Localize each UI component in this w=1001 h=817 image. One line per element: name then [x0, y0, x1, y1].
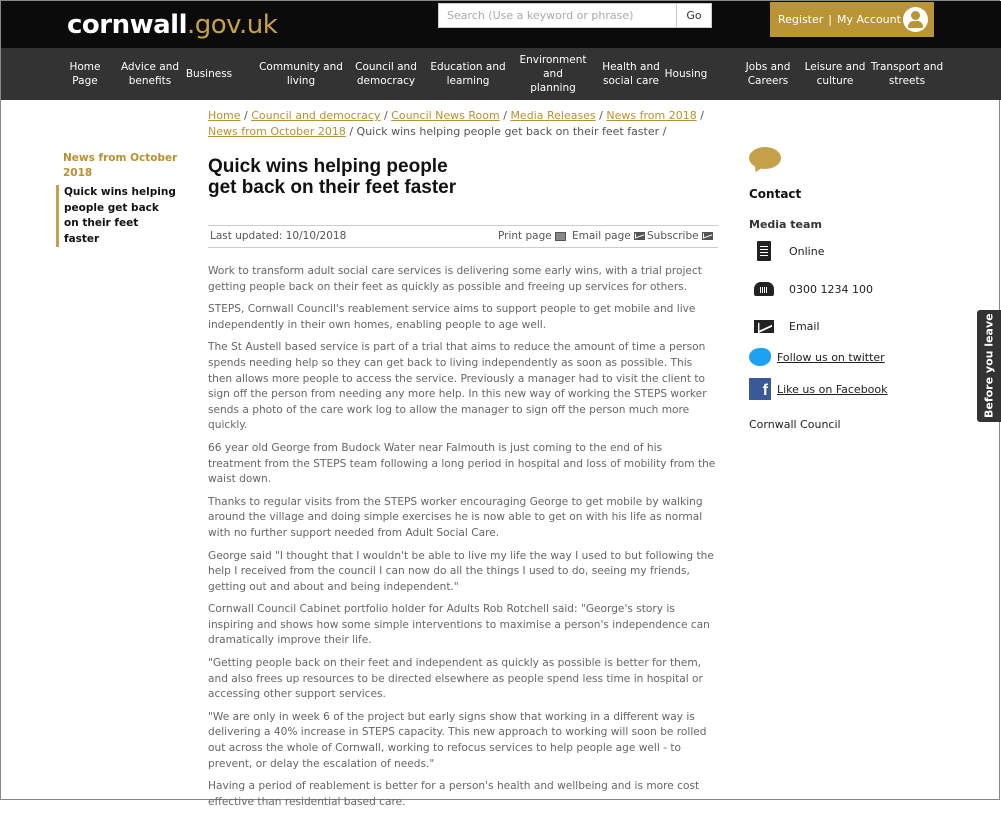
- speech-bubble-icon: [749, 147, 781, 169]
- account-separator: |: [828, 13, 833, 26]
- nav-label: Business: [185, 68, 233, 80]
- top-header: [1, 1, 1001, 48]
- nav-label: Home Page: [69, 61, 101, 87]
- article-paragraph: "Getting people back on their feet and independent as quickly as possible is better for them, and also frees up resources to be directed elsewhere as people spend less time in hospital or accessing other support services.: [208, 657, 703, 701]
- breadcrumb-news-2018[interactable]: News from 2018: [606, 109, 697, 122]
- print-label: Print page: [498, 230, 552, 242]
- envelope-icon: [702, 232, 713, 240]
- printer-icon: [555, 232, 566, 241]
- breadcrumb-news-room[interactable]: Council News Room: [391, 109, 500, 122]
- search-form: [438, 3, 712, 28]
- nav-leisure-culture[interactable]: [803, 48, 867, 100]
- twitter-link[interactable]: Follow us on twitter: [777, 350, 885, 364]
- nav-transport-streets[interactable]: [869, 48, 945, 100]
- breadcrumb-current: Quick wins helping people get back on their feet faster: [356, 124, 660, 138]
- nav-health-social-care[interactable]: [601, 48, 661, 100]
- last-updated: Last updated: 10/10/2018: [210, 230, 347, 242]
- article-paragraph: Thanks to regular visits from the STEPS worker encouraging George to get mobile by walking around the village and doing simple exercises he is now able to get on with his life as normal with no further support needed from Adult Social Care.: [208, 495, 703, 539]
- contact-heading: Contact: [749, 187, 802, 201]
- contact-phone-number: 0300 1234 100: [789, 282, 873, 296]
- nav-label: Environment and planning: [519, 54, 587, 94]
- article-paragraph: Work to transform adult social care services is delivering some early wins, with a trial project getting people back on their feet as quickly as possible and freeing up services for others.: [208, 265, 702, 293]
- nav-advice-benefits[interactable]: [119, 48, 181, 100]
- envelope-icon: [634, 232, 645, 240]
- contact-phone: [749, 277, 873, 301]
- envelope-icon: [749, 315, 779, 337]
- breadcrumb-separator: /: [240, 109, 252, 122]
- subscribe-label: Subscribe: [647, 230, 699, 242]
- nav-label: Transport and streets: [870, 61, 944, 87]
- sidenav-parent-link[interactable]: News from October 2018: [63, 152, 178, 179]
- breadcrumb-council-democracy[interactable]: Council and democracy: [251, 109, 381, 122]
- print-page-link[interactable]: [498, 230, 566, 242]
- phone-icon: [749, 278, 779, 300]
- breadcrumb-separator: /: [595, 109, 607, 122]
- account-panel: [770, 2, 934, 37]
- nav-label: Education and learning: [430, 61, 506, 87]
- article-paragraph: 66 year old George from Budock Water near Falmouth is just coming to the end of his treatment from the STEPS team following a long period in hospital and loss of mobility from the waist down.: [208, 441, 716, 486]
- nav-environment-planning[interactable]: [509, 48, 597, 100]
- nav-label: Community and living: [259, 61, 343, 87]
- before-you-leave-tab[interactable]: Before you leave: [977, 310, 1001, 422]
- form-icon: [749, 240, 779, 262]
- article-paragraph: "We are only in week 6 of the project but early signs show that working in a different way is delivering a 40% increase in STEPS capacity. This new approach to working will soon be rolled out across the whole of Cornwall, working to refocus services to help people age well - to prevent, or delay the escalation of needs.": [208, 710, 707, 770]
- facebook-icon: f: [749, 378, 771, 400]
- breadcrumb-separator: /: [696, 109, 704, 122]
- contact-facebook[interactable]: [749, 377, 888, 401]
- breadcrumb-media-releases[interactable]: Media Releases: [510, 109, 596, 122]
- nav-label: Leisure and culture: [804, 61, 866, 87]
- article-paragraph: The St Austell based service is part of a trial that aims to reduce the amount of time a person spends needing help so they can get back to living independently as soon as possible. This then allows more people to access the service. Previously a manager had to visit the client to sign off the person from needing any more help. In this new way of working the STEPS worker sends a photo of the care work log to allow the manager to sign off the person much more quickly.: [208, 341, 707, 432]
- article-body: [208, 264, 718, 817]
- nav-home[interactable]: [63, 48, 107, 100]
- email-label: Email page: [572, 230, 631, 242]
- nav-label: Advice and benefits: [120, 61, 180, 87]
- article-paragraph: George said "I thought that I wouldn't be able to live my life the way I used to but following the help I received from the council I can now do all the things I used to do, seeing my friends, getting out and about and being independent.": [208, 549, 714, 593]
- main-nav: [1, 48, 1001, 100]
- breadcrumb-home[interactable]: Home: [208, 109, 241, 122]
- facebook-link[interactable]: Like us on Facebook: [777, 382, 888, 396]
- contact-twitter[interactable]: [749, 345, 885, 369]
- council-name: Cornwall Council: [749, 418, 841, 431]
- article-paragraph: STEPS, Cornwall Council's reablement service aims to support people to get mobile and live independently in their own homes, enabling people to age well.: [208, 303, 696, 331]
- nav-jobs-careers[interactable]: [741, 48, 795, 100]
- article-paragraph: Cornwall Council Cabinet portfolio holder for Adults Rob Rotchell said: "George's story is inspiring and shows how some simple interventions to maximise a person's independence can dramatically improve their life.: [208, 603, 710, 647]
- page-title: Quick wins helping people get back on their feet faster: [208, 156, 457, 198]
- subscribe-link[interactable]: [647, 230, 713, 242]
- logo-domain: .gov.uk: [187, 10, 278, 40]
- breadcrumb: [208, 108, 708, 139]
- nav-label: Health and social care: [602, 61, 660, 87]
- my-account-link[interactable]: My Account: [837, 13, 901, 26]
- nav-housing[interactable]: [663, 48, 709, 100]
- email-page-link[interactable]: [572, 230, 645, 242]
- contact-email-label: Email: [789, 319, 820, 333]
- twitter-icon: [749, 346, 771, 368]
- breadcrumb-separator: /: [659, 124, 667, 138]
- contact-email[interactable]: [749, 314, 820, 338]
- article-paragraph: Having a period of reablement is better for a person's health and wellbeing and is more cost effective than residential based care.: [208, 780, 700, 808]
- logo-main: cornwall: [67, 10, 187, 40]
- breadcrumb-separator: /: [499, 109, 511, 122]
- sidenav-current-item[interactable]: Quick wins helping people get back on their feet faster: [56, 185, 176, 247]
- media-team-heading: Media team: [749, 218, 822, 231]
- breadcrumb-news-october-2018[interactable]: News from October 2018: [208, 124, 346, 138]
- nav-business[interactable]: [183, 48, 235, 100]
- breadcrumb-separator: /: [345, 124, 357, 138]
- search-button[interactable]: Go: [677, 3, 712, 28]
- nav-community-living[interactable]: [259, 48, 343, 100]
- nav-label: Jobs and Careers: [745, 61, 791, 87]
- nav-label: Housing: [664, 68, 708, 80]
- register-link[interactable]: Register: [778, 13, 824, 26]
- breadcrumb-separator: /: [380, 109, 392, 122]
- nav-label: Council and democracy: [355, 61, 417, 87]
- nav-council-democracy[interactable]: [353, 48, 419, 100]
- search-input[interactable]: [438, 3, 677, 28]
- user-icon[interactable]: [903, 7, 928, 32]
- article-meta-bar: [208, 225, 718, 248]
- nav-education-learning[interactable]: [429, 48, 507, 100]
- contact-online[interactable]: [749, 239, 824, 263]
- contact-online-label: Online: [789, 244, 825, 258]
- site-logo[interactable]: [67, 10, 277, 40]
